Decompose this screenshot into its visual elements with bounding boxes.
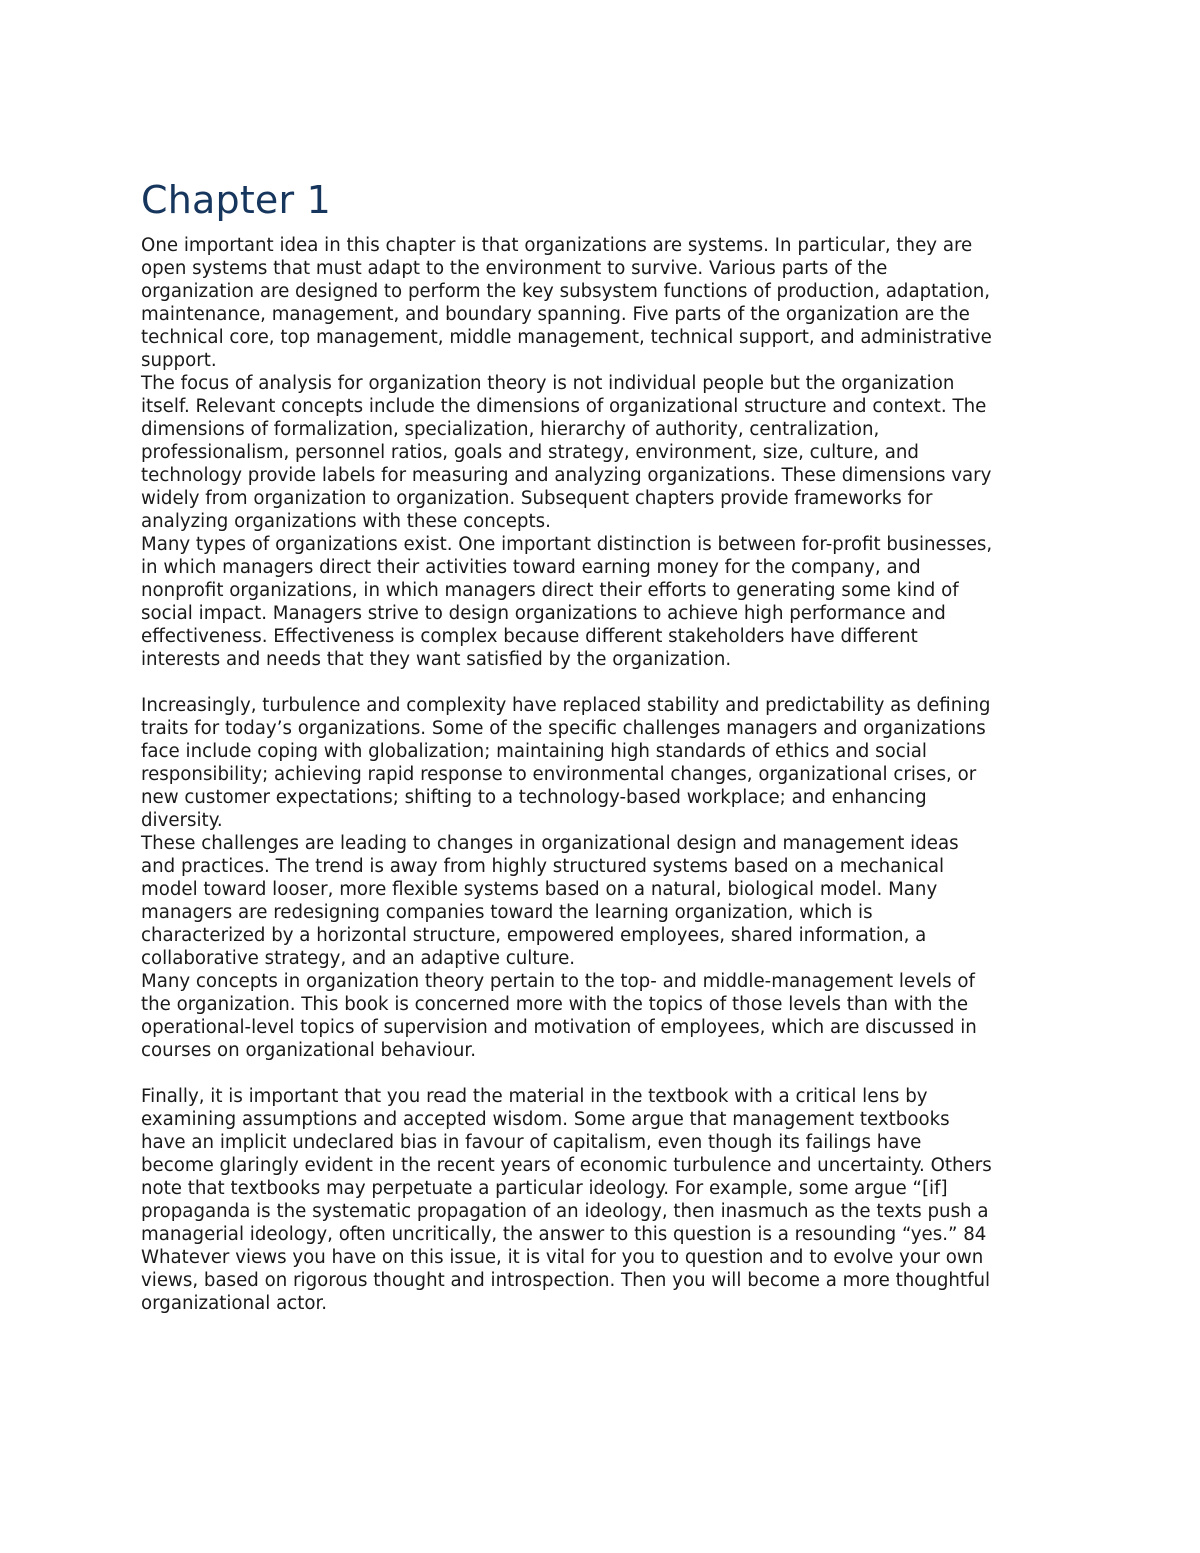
paragraph-spacer <box>141 671 1071 694</box>
text-line: characterized by a horizontal structure, empowered employees, shared information, a <box>141 925 927 946</box>
paragraph-management-levels <box>141 970 1071 1062</box>
text-line: Many types of organizations exist. One important distinction is between for-profit businesses, <box>141 534 993 555</box>
text-line: managers are redesigning companies toward the learning organization, which is <box>141 902 873 923</box>
text-line: courses on organizational behaviour. <box>141 1040 477 1061</box>
text-line: model toward looser, more flexible systems based on a natural, biological model. Many <box>141 879 938 900</box>
text-line: diversity. <box>141 810 223 831</box>
text-line: Many concepts in organization theory pertain to the top- and middle-management levels of <box>141 971 975 992</box>
text-line: itself. Relevant concepts include the dimensions of organizational structure and context. The <box>141 396 987 417</box>
text-line: technical core, top management, middle management, technical support, and administrative <box>141 327 992 348</box>
text-line: analyzing organizations with these concepts. <box>141 511 551 532</box>
text-line: traits for today’s organizations. Some of the specific challenges managers and organizations <box>141 718 986 739</box>
paragraph-focus-of-analysis <box>141 372 1071 533</box>
text-line: Finally, it is important that you read the material in the textbook with a critical lens by <box>141 1086 928 1107</box>
text-line: managerial ideology, often uncritically, the answer to this question is a resounding “yes.” 84 <box>141 1224 987 1245</box>
text-line: and practices. The trend is away from highly structured systems based on a mechanical <box>141 856 945 877</box>
text-line: note that textbooks may perpetuate a particular ideology. For example, some argue “[if] <box>141 1178 948 1199</box>
text-line: interests and needs that they want satisfied by the organization. <box>141 649 732 670</box>
text-line: technology provide labels for measuring and analyzing organizations. These dimensions vary <box>141 465 992 486</box>
text-line: views, based on rigorous thought and introspection. Then you will become a more thoughtful <box>141 1270 991 1291</box>
chapter-title: Chapter 1 <box>141 178 331 222</box>
text-line: organization are designed to perform the key subsystem functions of production, adaptation, <box>141 281 991 302</box>
text-line: social impact. Managers strive to design organizations to achieve high performance and <box>141 603 946 624</box>
text-line: the organization. This book is concerned more with the topics of those levels than with the <box>141 994 969 1015</box>
text-line: operational-level topics of supervision and motivation of employees, which are discussed in <box>141 1017 977 1038</box>
paragraph-spacer <box>141 1062 1071 1085</box>
text-line: Whatever views you have on this issue, it is vital for you to question and to evolve your own <box>141 1247 984 1268</box>
document-body <box>141 176 1071 1315</box>
text-line: dimensions of formalization, specialization, hierarchy of authority, centralization, <box>141 419 880 440</box>
text-line: Increasingly, turbulence and complexity have replaced stability and predictability as defining <box>141 695 991 716</box>
text-line: nonprofit organizations, in which managers direct their efforts to generating some kind of <box>141 580 959 601</box>
text-line: open systems that must adapt to the environment to survive. Various parts of the <box>141 258 888 279</box>
text-line: These challenges are leading to changes in organizational design and management ideas <box>141 833 959 854</box>
text-line: examining assumptions and accepted wisdom. Some argue that management textbooks <box>141 1109 950 1130</box>
text-line: responsibility; achieving rapid response to environmental changes, organizational crises, or <box>141 764 977 785</box>
text-line: face include coping with globalization; maintaining high standards of ethics and social <box>141 741 927 762</box>
paragraph-critical-lens <box>141 1085 1071 1315</box>
text-line: The focus of analysis for organization theory is not individual people but the organization <box>141 373 955 394</box>
text-line: One important idea in this chapter is that organizations are systems. In particular, they are <box>141 235 973 256</box>
text-line: in which managers direct their activities toward earning money for the company, and <box>141 557 921 578</box>
text-line: widely from organization to organization. Subsequent chapters provide frameworks for <box>141 488 933 509</box>
text-line: effectiveness. Effectiveness is complex because different stakeholders have different <box>141 626 918 647</box>
text-line: professionalism, personnel ratios, goals and strategy, environment, size, culture, and <box>141 442 919 463</box>
paragraph-turbulence <box>141 694 1071 832</box>
text-line: propaganda is the systematic propagation of an ideology, then inasmuch as the texts push a <box>141 1201 989 1222</box>
text-line: have an implicit undeclared bias in favour of capitalism, even though its failings have <box>141 1132 922 1153</box>
paragraph-systems <box>141 234 1071 372</box>
text-line: maintenance, management, and boundary spanning. Five parts of the organization are the <box>141 304 970 325</box>
text-line: organizational actor. <box>141 1293 328 1314</box>
paragraph-types-of-organizations <box>141 533 1071 671</box>
text-line: collaborative strategy, and an adaptive culture. <box>141 948 576 969</box>
text-line: new customer expectations; shifting to a technology-based workplace; and enhancing <box>141 787 927 808</box>
paragraph-challenges <box>141 832 1071 970</box>
text-line: support. <box>141 350 217 371</box>
text-line: become glaringly evident in the recent years of economic turbulence and uncertainty. Others <box>141 1155 992 1176</box>
